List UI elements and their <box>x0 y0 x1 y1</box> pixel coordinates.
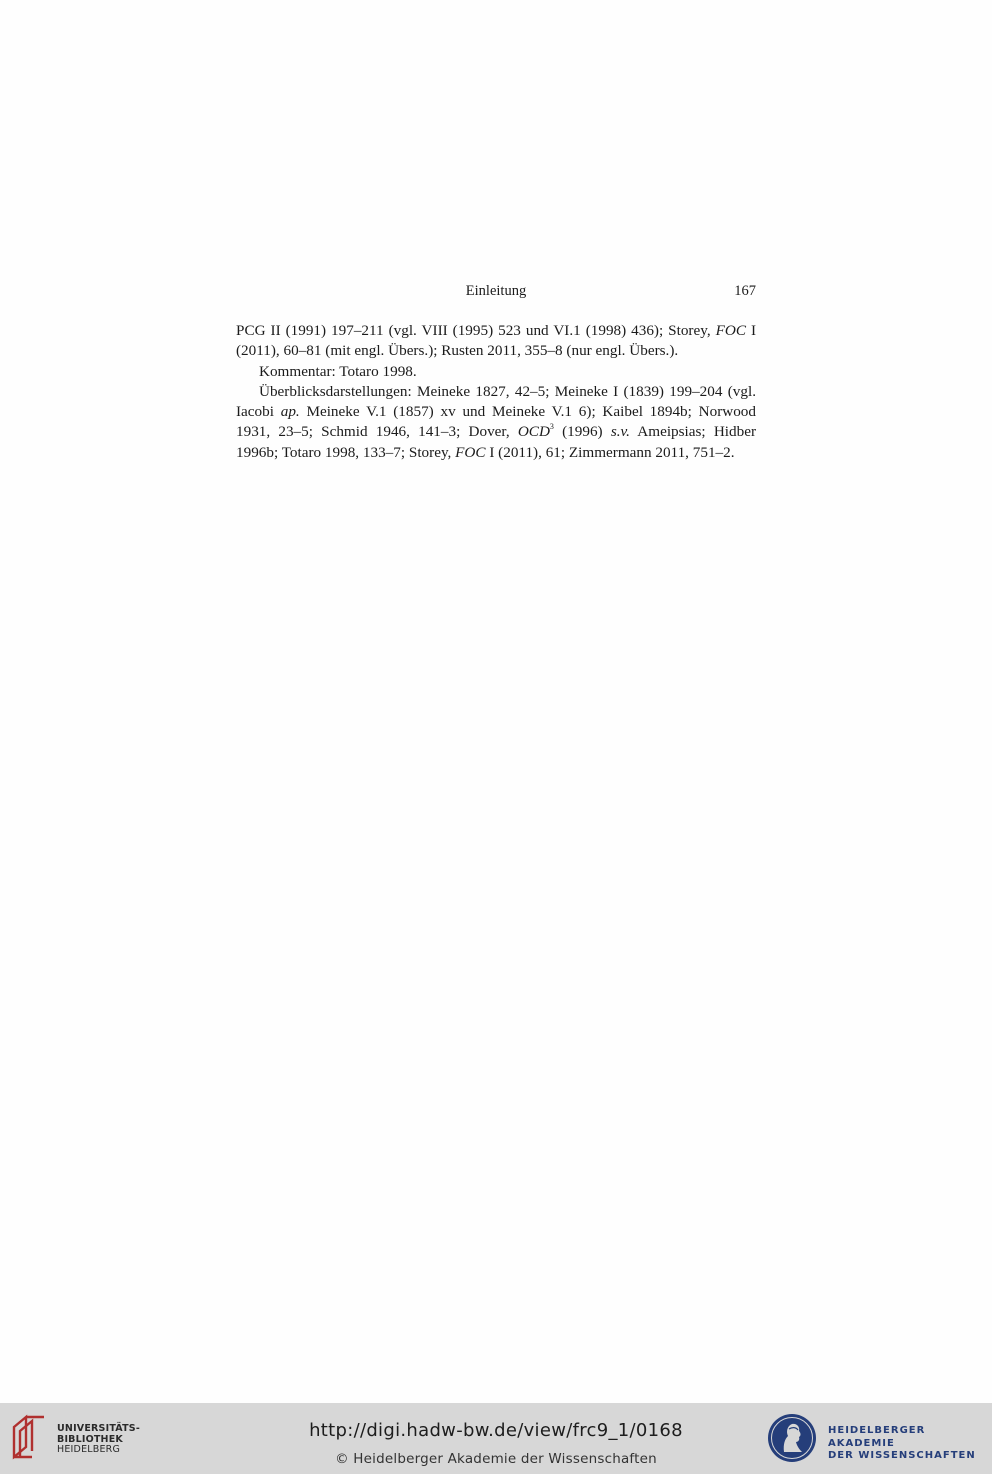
italic-foc: FOC <box>715 322 746 339</box>
academy-seal-icon[interactable] <box>766 1412 818 1464</box>
text-span: Überblicksdarstellungen: Meineke 1827, 42–5; Meineke I (1839) 199–204 (vgl. Iacobi <box>236 382 756 421</box>
paragraph-editions <box>236 321 756 362</box>
library-line-2: BIBLIOTHEK <box>57 1433 123 1445</box>
text-span: I (2011), 61; Zimmermann 2011, 751–2. <box>485 443 735 461</box>
italic-foc: FOC <box>455 443 486 461</box>
superscript-edition: 3 <box>549 422 554 432</box>
academy-line-2: DER WISSENSCHAFTEN <box>828 1450 976 1461</box>
running-head-title: Einleitung <box>465 283 527 299</box>
italic-ocd: OCD <box>517 423 550 441</box>
italic-sv: s.v. <box>610 423 630 441</box>
copyright-notice: © Heidelberger Akademie der Wissenschaften <box>335 1451 657 1467</box>
text-span: I (2011), 60–81 (mit engl. Übers.); Rusten 2011, 355–8 (nur engl. Übers.). <box>236 322 757 360</box>
paragraph-commentary: Kommentar: Totaro 1998. <box>259 362 417 380</box>
text-span: Ameipsias; Hidber 1996b; Totaro 1998, 133–7; Storey, <box>236 423 756 461</box>
library-line-3: HEIDELBERG <box>57 1444 121 1455</box>
academy-line-1: HEIDELBERGER AKADEMIE <box>828 1425 926 1449</box>
text-span: Meineke V.1 (1857) xv und Meineke V.1 6); Kaibel 1894b; Norwood 1931, 23–5; Schmid 1946, 141–3; Dover, <box>236 403 756 441</box>
page-number: 167 <box>734 283 756 299</box>
text-span: (1996) <box>553 423 611 441</box>
permalink-url[interactable]: http://digi.hadw-bw.de/view/frc9_1/0168 <box>309 1420 683 1441</box>
academy-name <box>828 1425 992 1463</box>
body-text <box>236 321 756 463</box>
text-span: PCG II (1991) 197–211 (vgl. VIII (1995) 523 und VI.1 (1998) 436); Storey, <box>236 322 716 339</box>
running-head <box>236 283 756 303</box>
italic-ap: ap. <box>280 403 300 421</box>
library-line-1: UNIVERSITÄTS- <box>57 1423 140 1434</box>
paragraph-overviews <box>236 382 756 463</box>
footer-bar <box>0 1403 992 1474</box>
